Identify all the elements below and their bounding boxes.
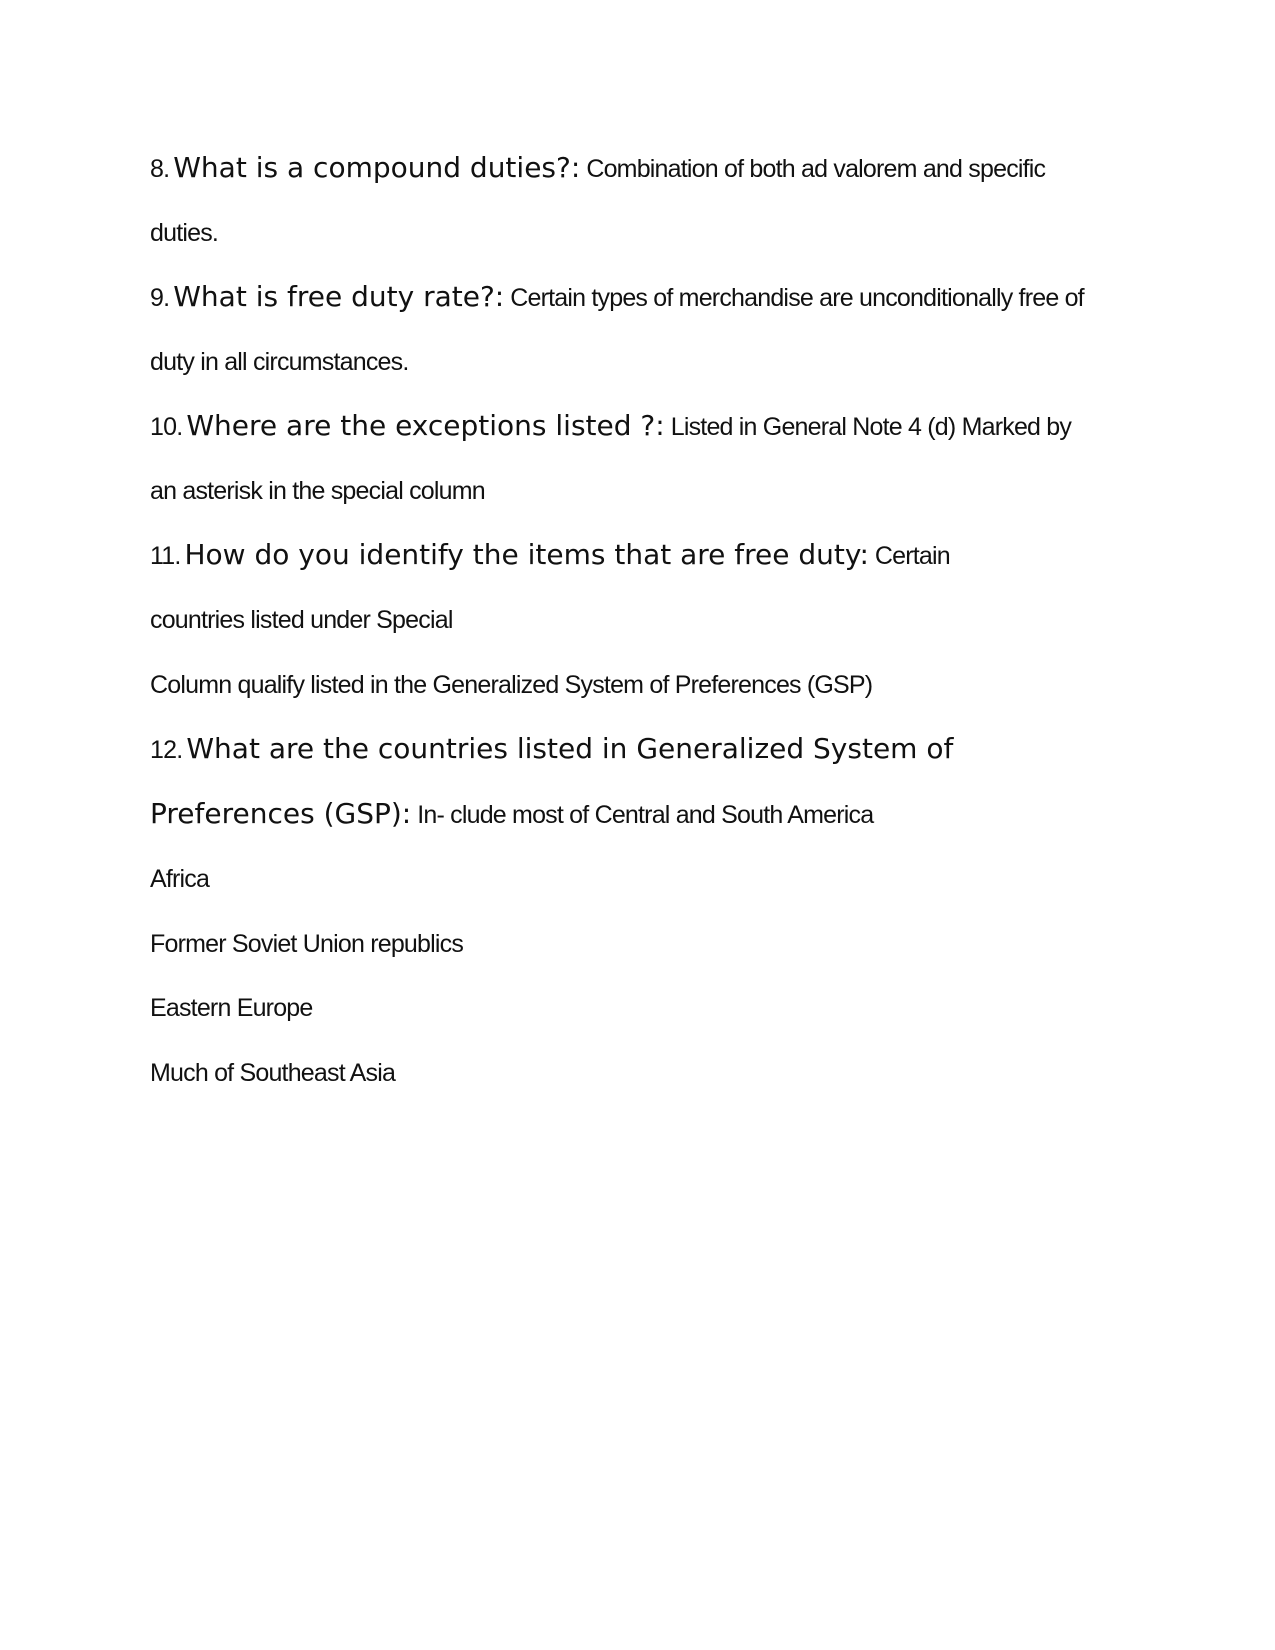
question: What are the countries listed in Generalized System of [186, 732, 954, 765]
answer: Combination of both ad valorem and specific [586, 155, 1046, 183]
q8-line [150, 148, 1045, 189]
q11-line [150, 535, 950, 576]
answer-cont: Africa [150, 865, 210, 893]
q9-line [150, 277, 1084, 318]
q-number: 9. [150, 284, 170, 312]
q10-line [150, 406, 1071, 447]
question: What is a compound duties?: [173, 151, 581, 184]
q12-line2 [150, 794, 873, 835]
answer-cont: Former Soviet Union republics [150, 930, 464, 958]
q12-line [150, 729, 959, 770]
q-number: 12. [150, 736, 183, 764]
answer-cont: duty in all circumstances. [150, 348, 409, 376]
answer-cont: Column qualify listed in the Generalized System of Preferences (GSP) [150, 671, 873, 699]
question: Preferences (GSP): [150, 797, 412, 830]
answer-cont: countries listed under Special [150, 606, 453, 634]
answer-cont: Eastern Europe [150, 994, 313, 1022]
question: How do you identify the items that are free duty: [184, 538, 869, 571]
answer-cont: Much of Southeast Asia [150, 1059, 396, 1087]
question: What is free duty rate?: [173, 280, 505, 313]
answer: Certain types of merchandise are unconditionally free of [510, 284, 1084, 312]
q-number: 8. [150, 155, 170, 183]
answer: Listed in General Note 4 (d) Marked by [670, 413, 1072, 441]
answer-cont: duties. [150, 219, 219, 247]
question: Where are the exceptions listed ?: [186, 409, 665, 442]
q-number: 11. [150, 542, 181, 570]
answer-cont: an asterisk in the special column [150, 477, 485, 505]
answer: In- clude most of Central and South America [417, 801, 874, 829]
q-number: 10. [150, 413, 183, 441]
answer: Certain [874, 542, 950, 570]
